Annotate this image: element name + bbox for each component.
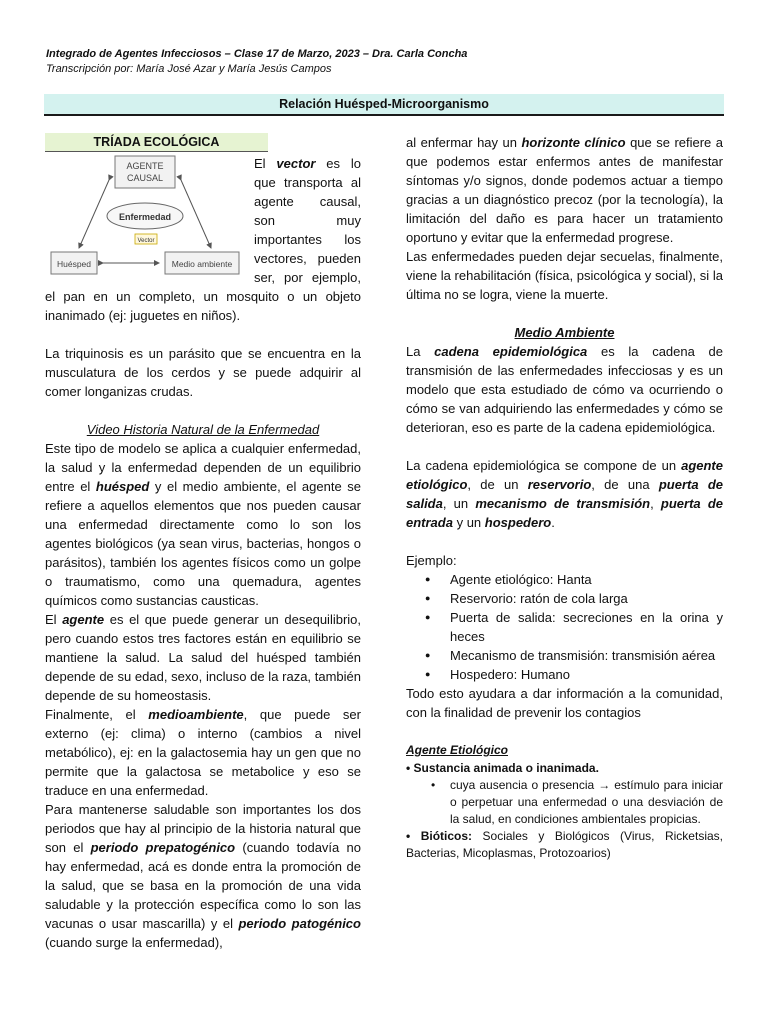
triad-title: TRÍADA ECOLÓGICA [45, 133, 268, 152]
substance-line: • Sustancia animada o inanimada. [406, 761, 599, 775]
list-item: ● Agente etiológico: Hanta [450, 570, 723, 589]
disease-label: Enfermedad [118, 212, 172, 222]
video-section-title: Video Historia Natural de la Enfermedad [86, 422, 320, 437]
agent-paragraph: El agente es el que puede generar un desequilibrio, pero cuando estos tres factores están en equilibrio se mantiene la salud. La salud del huésped también depende de su edad, sexo, incluso de la raza, también depende de su homeostasis. [45, 612, 362, 703]
list-item: ● Mecanismo de transmisión: transmisión aérea [450, 646, 723, 665]
right-column [406, 133, 723, 862]
list-item: ● Puerta de salida: secreciones en la orina y heces [450, 608, 723, 646]
model-paragraph: Este tipo de modelo se aplica a cualquier enfermedad, la salud y la enfermedad dependen de un equilibrio entre el huésped y el medio ambiente, el agente se refiere a aquellos elementos que nos pueden causar una enfermedad directamente como lo son los agentes biológicos (ya sean virus, bacterias, hongos o parásitos), también los agentes físicos como un golpe o traumatismo, como una quemadura, agentes químicos como sustancias causticas. [45, 441, 361, 608]
triquinosis-paragraph: La triquinosis es un parásito que se encuentra en la musculatura de los cerdos y se puede adquirir al comer longanizas crudas. [45, 346, 361, 399]
environment-section-title: Medio Ambiente [514, 325, 615, 340]
list-item: ● Reservorio: ratón de cola larga [450, 589, 723, 608]
ecological-triad-diagram [45, 154, 245, 284]
examples-list [406, 570, 723, 684]
agent-label-line1: AGENTE [126, 161, 164, 171]
horizon-paragraph: al enfermar hay un horizonte clínico que se refiere a que podemos estar enfermos antes de manifestar síntomas y/o signos, donde podemos actuar a tiempo gracias a un diagnóstico precoz (por la tecnología), la limitación del daño es para hacer un tratamiento oportuno y evitar que la enfermedad progrese. [406, 135, 723, 245]
page-title: Relación Huésped-Microorganismo [44, 94, 724, 116]
chain-paragraph: La cadena epidemiológica es la cadena de transmisión de las enfermedades infecciosas y es un modelo que esta estudiado de cómo va ocurriendo o cómo se van adquiriendo las enfermedades y cómo se deterioran, eso es parte de la cadena epidemiológica. [406, 344, 723, 435]
example-label: Ejemplo: [406, 553, 457, 568]
host-label: Huésped [56, 259, 92, 269]
agent-label-line2: CAUSAL [126, 173, 164, 183]
chain-components-paragraph: La cadena epidemiológica se compone de un agente etiológico, de un reservorio, de una puerta de salida, un mecanismo de transmisión, puerta de entrada y un hospedero. [406, 458, 724, 530]
sequelae-paragraph: Las enfermedades pueden dejar secuelas, finalmente, viene la rehabilitación (física, psicológica y social), si la última no se logra, viene la muerte. [406, 249, 723, 302]
vector-label: Vector [137, 238, 155, 244]
left-column [45, 133, 361, 952]
vector-paragraph: El vector es lo que transporta al agente causal, son muy importantes los vectores, pueden ser, por ejemplo, el pan en un completo, un mosquito o un objeto inanimado (ej: juguetes en niños). [45, 156, 362, 323]
etiologic-agent-title: Agente Etiológico [406, 743, 508, 757]
header-course-line: Integrado de Agentes Infecciosos – Clase 17 de Marzo, 2023 – Dra. Carla Concha [46, 48, 468, 60]
header-transcription-line: Transcripción por: María José Azar y María Jesús Campos [46, 63, 332, 75]
list-item: ● Hospedero: Humano [450, 665, 723, 684]
substance-sublist [406, 777, 723, 828]
biotic-line: • Bióticos: Sociales y Biológicos (Virus, Ricketsias, Bacterias, Micoplasmas, Protozoarios) [406, 829, 723, 860]
periods-paragraph: Para mantenerse saludable son importantes los dos periodos que hay al principio de la historia natural que son el periodo prepatogénico (cuando todavía no hay enfermedad, acá es donde entra la promoción de la salud, que se basa en la promoción de una vida saludable y la protección específica como lo son las vacunas o usar mascarilla) y el periodo patogénico (cuando surge la enfermedad), [45, 802, 361, 950]
environment-paragraph: Finalmente, el medioambiente, que puede ser externo (ej: clima) o interno (cambios a nivel metabólico), ej: en la galactosemia hay un gen que no permite que la galactosa se metabolice y eso se traduce en una enfermedad. [45, 707, 361, 798]
environment-label: Medio ambiente [171, 259, 233, 269]
list-item: • cuya ausencia o presencia → estímulo para iniciar o perpetuar una enfermedad o una desviación de la salud, en condiciones ambientales propicias. [450, 777, 723, 828]
prevention-paragraph: Todo esto ayudara a dar información a la comunidad, con la finalidad de prevenir los contagios [406, 686, 723, 720]
document-header [46, 47, 467, 77]
